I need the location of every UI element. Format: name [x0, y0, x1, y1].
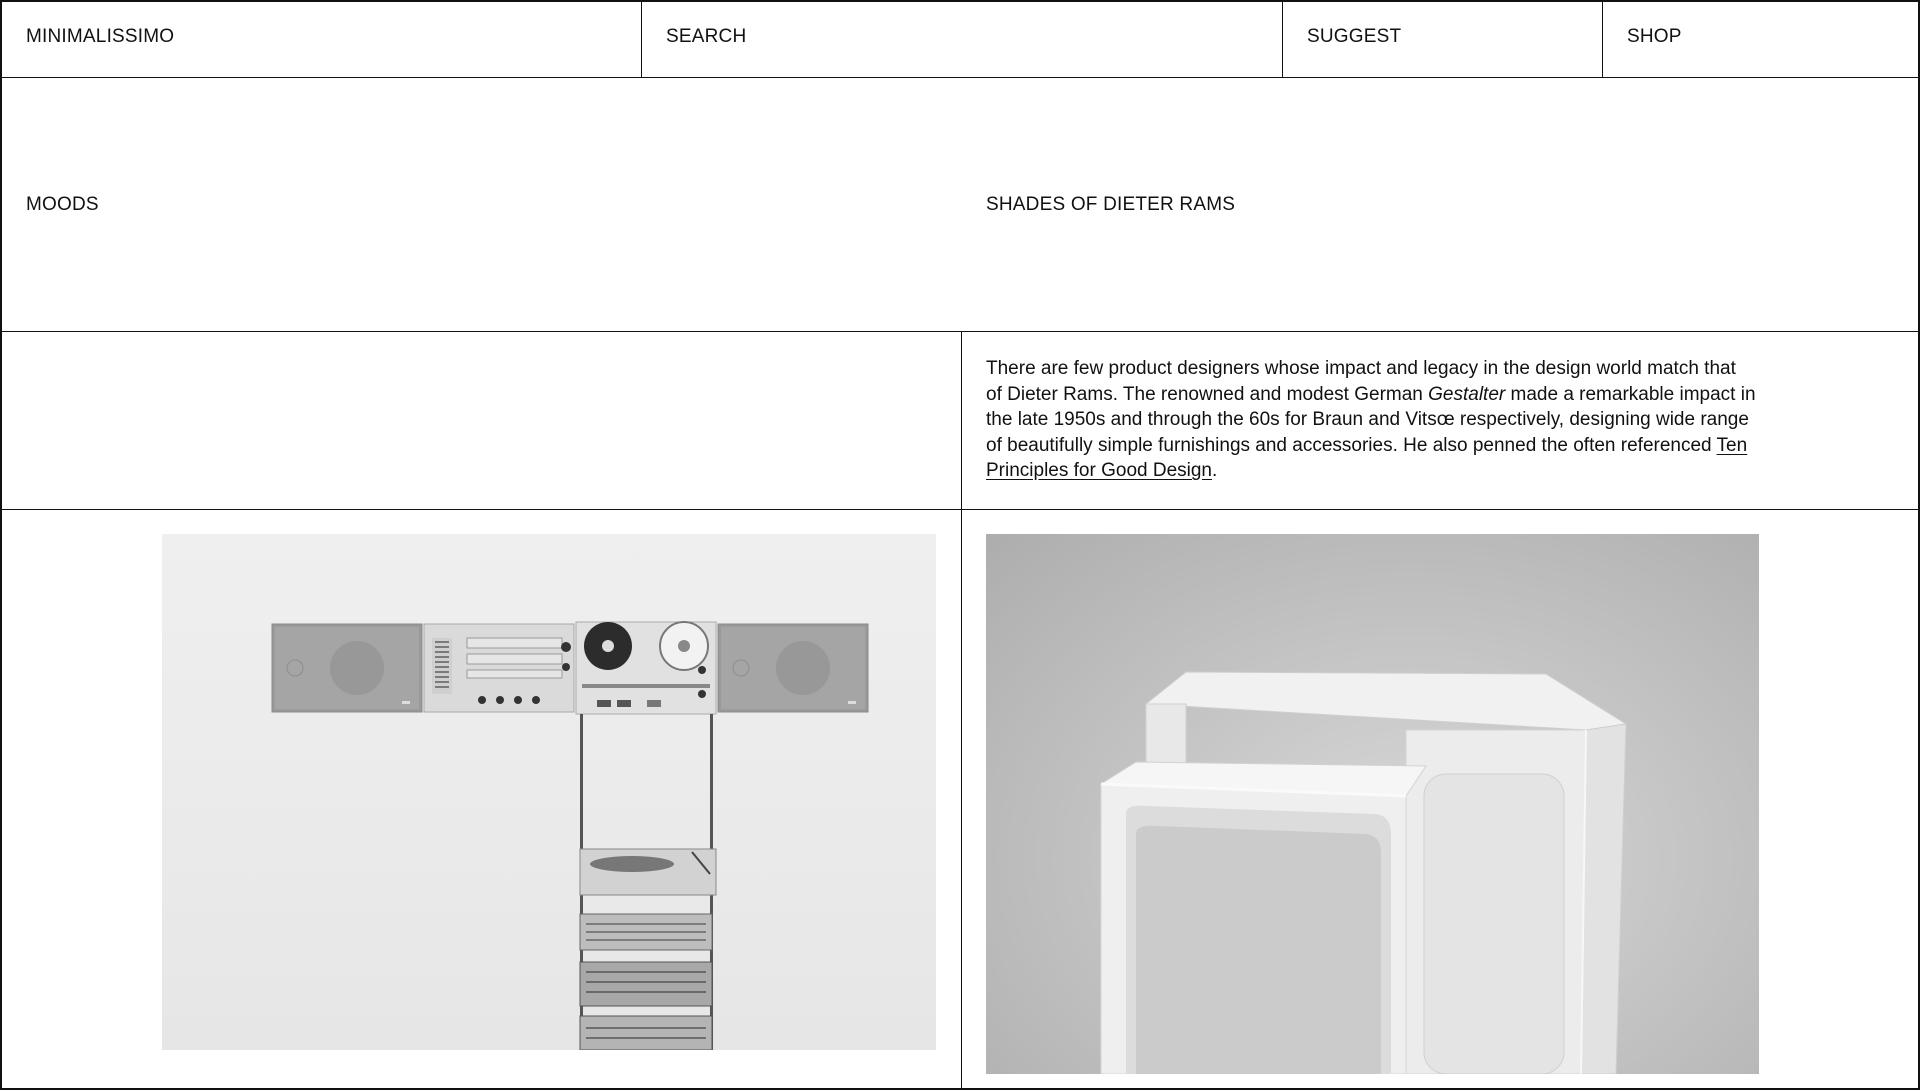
shop-link[interactable]: SHOP — [1627, 26, 1682, 47]
intro-empty-cell — [2, 332, 962, 510]
brand-logo-link[interactable]: MINIMALISSIMO — [26, 26, 175, 47]
suggest-link[interactable]: SUGGEST — [1307, 26, 1402, 47]
heading-row — [2, 78, 1920, 332]
nesting-tables-image[interactable] — [986, 534, 1759, 1074]
search-link[interactable]: SEARCH — [666, 26, 747, 47]
image-cell-left — [2, 510, 962, 1090]
page-title: SHADES OF DIETER RAMS — [986, 194, 1236, 215]
intro-paragraph — [986, 356, 1756, 484]
intro-text-2: made a remarkable impact in the late 1950s and through the 60s for Braun and Vitsœ respectively, designing wide range of beautifully simple furnishings and accessories. He also penned the often referenced — [986, 383, 1756, 456]
nav-brand-cell — [2, 2, 642, 78]
ten-principles-link[interactable]: Ten Principles for Good Design — [986, 434, 1748, 481]
intro-text-3: . — [1212, 460, 1218, 481]
nesting-tables-illustration — [986, 534, 1759, 1074]
wall-audio-system-illustration — [162, 534, 936, 1050]
nav-search-cell[interactable] — [642, 2, 1283, 78]
intro-italic: Gestalter — [1428, 383, 1506, 405]
intro-cell — [962, 332, 1920, 510]
nav-shop-cell[interactable] — [1603, 2, 1920, 78]
wall-audio-system-image[interactable] — [162, 534, 936, 1050]
nav-suggest-cell[interactable] — [1283, 2, 1603, 78]
category-label[interactable]: MOODS — [26, 194, 99, 215]
image-cell-right — [962, 510, 1920, 1090]
intro-text-1: There are few product designers whose impact and legacy in the design world match that of Dieter Rams. The renowned and modest German — [986, 358, 1736, 405]
